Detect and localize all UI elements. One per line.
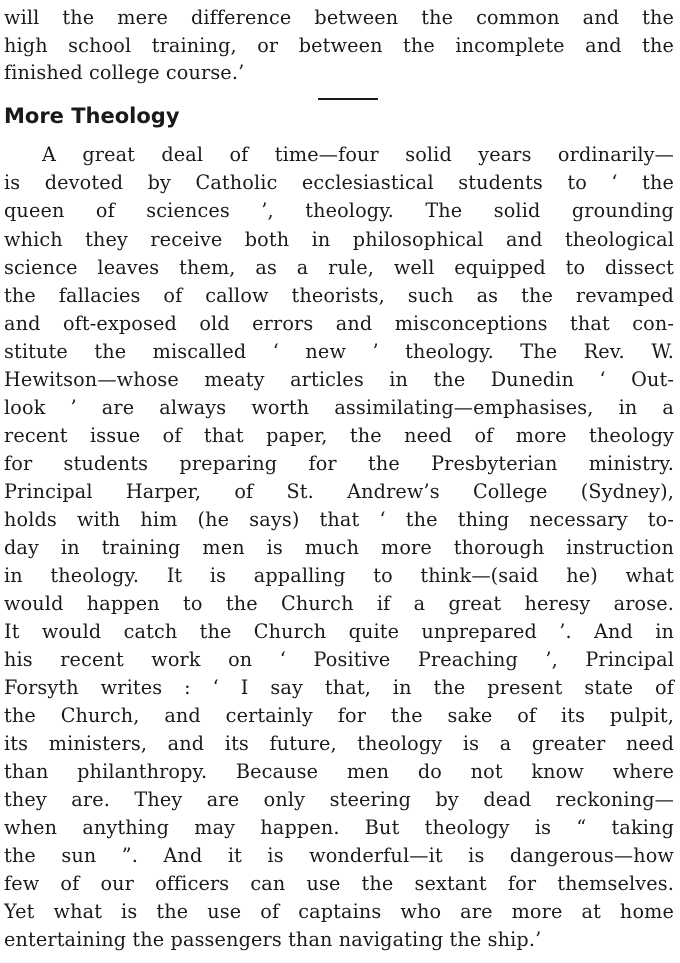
text-line: its ministers, and its future, theology is a greater need — [4, 732, 674, 755]
text-line: will the mere difference between the common and the — [4, 6, 674, 29]
text-line: the fallacies of callow theorists, such as the revamped — [4, 284, 674, 307]
text-line: when anything may happen. But theology is “ taking — [4, 816, 674, 839]
text-line: It would catch the Church quite unprepared ’. And in — [4, 620, 674, 643]
text-line: than philanthropy. Because men do not know where — [4, 760, 674, 783]
text-line: Principal Harper, of St. Andrew’s College (Sydney), — [4, 480, 674, 503]
text-line: entertaining the passengers than navigating the ship.’ — [4, 928, 542, 951]
text-line: they are. They are only steering by dead reckoning— — [4, 788, 674, 811]
text-line: look ’ are always worth assimilating—emphasises, in a — [4, 396, 674, 419]
text-line: would happen to the Church if a great heresy arose. — [4, 592, 674, 615]
text-line: which they receive both in philosophical and theological — [4, 228, 674, 251]
text-line: the Church, and certainly for the sake of its pulpit, — [4, 704, 674, 727]
section-divider — [318, 98, 378, 100]
text-line: Hewitson—whose meaty articles in the Dunedin ‘ Out- — [4, 368, 674, 391]
text-line: is devoted by Catholic ecclesiastical students to ‘ the — [4, 171, 674, 194]
text-line: Forsyth writes : ‘ I say that, in the present state of — [4, 676, 674, 699]
text-line: queen of sciences ’, theology. The solid grounding — [4, 199, 674, 222]
text-line: Yet what is the use of captains who are more at home — [4, 900, 674, 923]
text-line: the sun ”. And it is wonderful—it is dangerous—how — [4, 844, 674, 867]
text-line: and oft-exposed old errors and misconceptions that con- — [4, 312, 674, 335]
text-line: A great deal of time—four solid years ordinarily— — [42, 143, 674, 166]
text-line: holds with him (he says) that ‘ the thing necessary to- — [4, 508, 674, 531]
text-line: recent issue of that paper, the need of more theology — [4, 424, 674, 447]
text-line: high school training, or between the incomplete and the — [4, 34, 674, 57]
text-line: few of our officers can use the sextant for themselves. — [4, 872, 674, 895]
text-line: stitute the miscalled ‘ new ’ theology. The Rev. W. — [4, 340, 674, 363]
text-line: in theology. It is appalling to think—(said he) what — [4, 564, 674, 587]
text-line: day in training men is much more thorough instruction — [4, 536, 674, 559]
text-line: for students preparing for the Presbyterian ministry. — [4, 452, 674, 475]
text-line: science leaves them, as a rule, well equipped to dissect — [4, 256, 674, 279]
section-heading: More Theology — [4, 104, 180, 128]
text-line: finished college course.’ — [4, 61, 245, 84]
text-line: his recent work on ‘ Positive Preaching ’, Principal — [4, 648, 674, 671]
